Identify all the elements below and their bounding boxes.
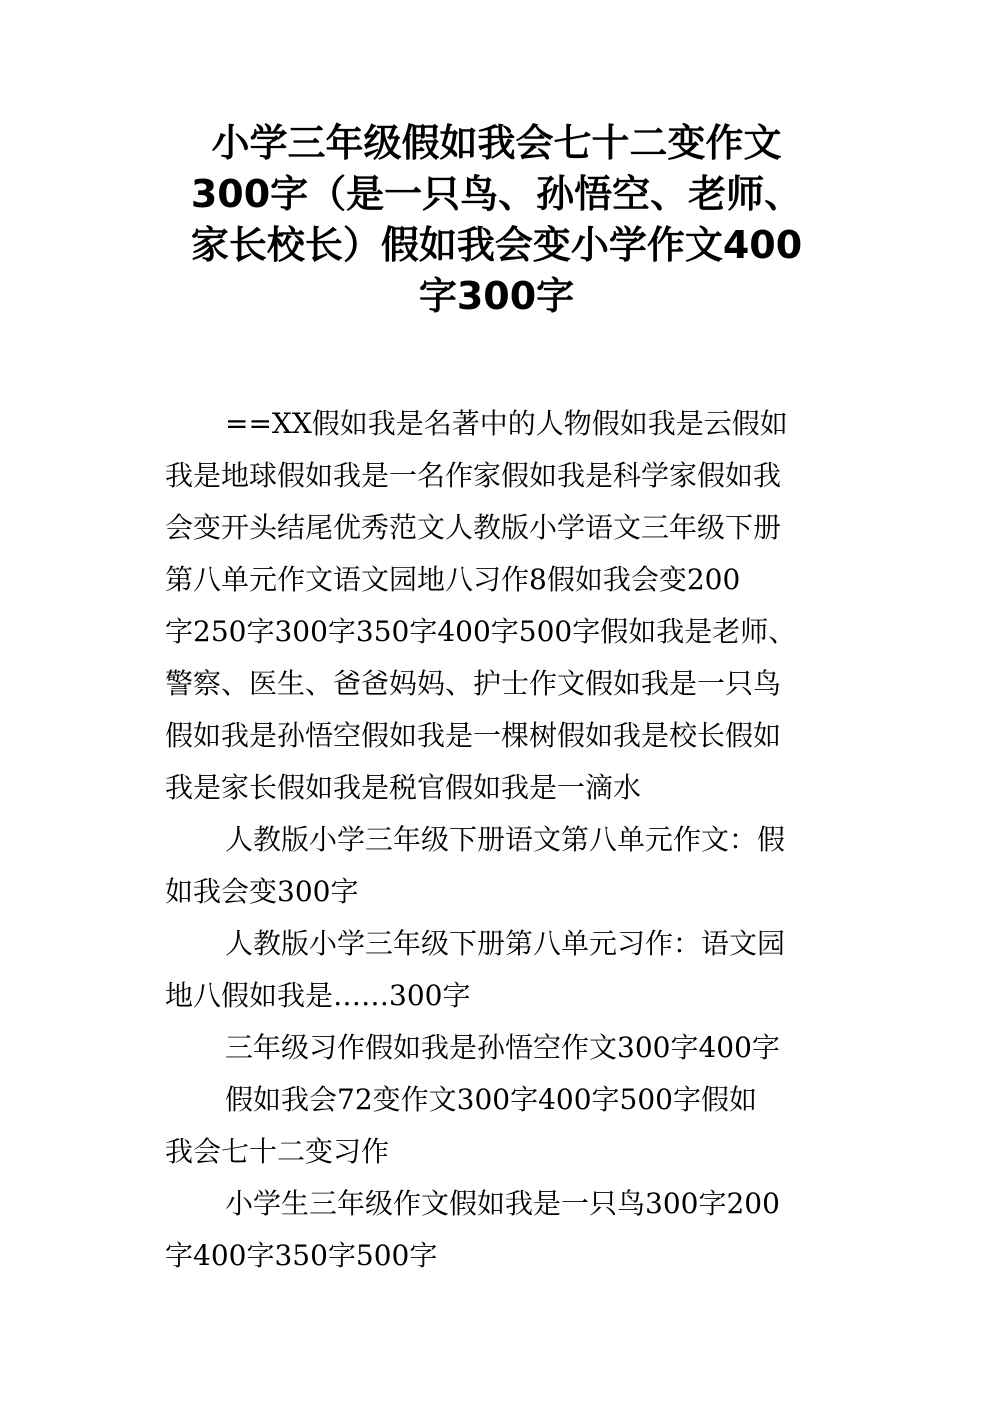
paragraph <box>165 398 845 814</box>
text-line: 警察、医生、爸爸妈妈、护士作文假如我是一只鸟 <box>165 667 782 700</box>
text-line: 我是家长假如我是税官假如我是一滴水 <box>165 771 642 804</box>
text-line: 假如我是孙悟空假如我是一棵树假如我是校长假如 <box>165 719 782 752</box>
text-line: 字250字300字350字400字500字假如我是老师、 <box>165 615 797 648</box>
text-line: 会变开头结尾优秀范文人教版小学语文三年级下册 <box>165 511 782 544</box>
title-line: 300字（是一只鸟、孙悟空、老师、 <box>190 172 803 216</box>
text-line: 地八假如我是……300字 <box>165 979 471 1012</box>
paragraph <box>165 814 845 918</box>
text-line: 我是地球假如我是一名作家假如我是科学家假如我 <box>165 459 782 492</box>
paragraph <box>165 1074 845 1178</box>
text-line: 假如我会72变作文300字400字500字假如 <box>225 1083 757 1116</box>
text-line: 人教版小学三年级下册第八单元习作：语文园 <box>225 927 786 960</box>
title-line: 家长校长）假如我会变小学作文400 <box>190 223 803 267</box>
text-line: 字400字350字500字 <box>165 1239 438 1272</box>
title-line: 字300字 <box>418 274 575 318</box>
text-line: 我会七十二变习作 <box>165 1135 390 1168</box>
paragraph <box>165 1178 845 1282</box>
title-line: 小学三年级假如我会七十二变作文 <box>211 121 782 165</box>
text-line: 三年级习作假如我是孙悟空作文300字400字 <box>225 1031 780 1064</box>
paragraph <box>165 918 845 1022</box>
text-line: 第八单元作文语文园地八习作8假如我会变200 <box>165 563 741 596</box>
text-line: 如我会变300字 <box>165 875 359 908</box>
text-line: 人教版小学三年级下册语文第八单元作文：假 <box>225 823 786 856</box>
paragraph <box>165 1022 845 1074</box>
document-title <box>120 118 873 322</box>
text-line: 小学生三年级作文假如我是一只鸟300字200 <box>225 1187 780 1220</box>
text-line: ==XX假如我是名著中的人物假如我是云假如 <box>225 407 788 440</box>
document-body <box>165 398 845 1282</box>
